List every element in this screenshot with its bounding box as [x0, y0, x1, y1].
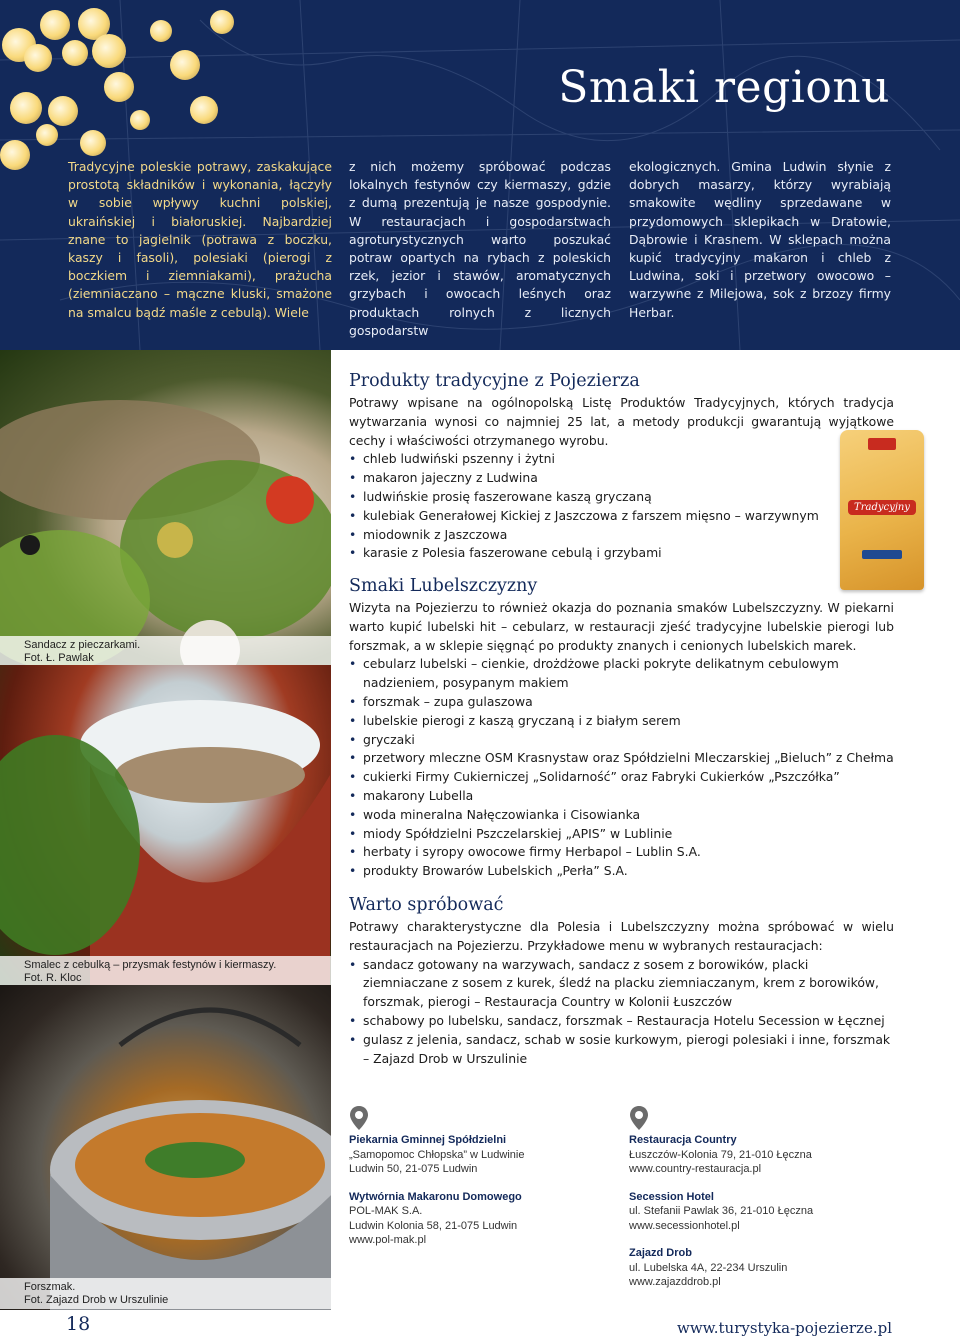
bokeh-dot — [10, 92, 42, 124]
list-item: • miodownik z Jaszczowa — [349, 526, 819, 545]
intro-column-2: z nich możemy spróbować podczas lokalnych festynów czy kiermaszy, gdzie z dumą prezentują je nasze gospodynie. W restauracjach i gospodarstwach agroturystycznych warto poszukać potraw opartych na rybach z poleskich rzek, jezior i stawów, aromatycznych grzybach i owocach leśnych oraz produktach rolnych z licznych gospodarstw — [349, 159, 611, 338]
forszmak-illustration — [0, 985, 331, 1310]
pasta-package-image — [840, 430, 924, 590]
contact-name: Restauracja Country — [629, 1134, 737, 1146]
package-logo — [868, 438, 896, 450]
contact-name: Zajazd Drob — [629, 1247, 692, 1259]
bokeh-dot — [190, 96, 218, 124]
section-intro: Potrawy wpisane na ogólnopolską Listę Produktów Tradycyjnych, których tradycja wytwarzania wynosi co najmniej 25 lat, a metody produkcji gwarantują wyjątkowe cechy i właściwości otrzymanego wyrobu. — [349, 395, 894, 448]
list-item: • lubelskie pierogi z kaszą gryczaną i z białym serem — [349, 712, 894, 731]
section-produkty-tradycyjne — [349, 371, 894, 563]
page-title: Smaki regionu — [558, 62, 890, 113]
photo-caption-3 — [0, 1278, 331, 1309]
product-list — [349, 450, 819, 563]
contact-link[interactable]: www.country-restauracja.pl — [629, 1163, 762, 1175]
header-banner — [0, 0, 960, 350]
contact-name: Secession Hotel — [629, 1190, 714, 1203]
bokeh-dot — [48, 96, 78, 126]
intro-column-3: ekologicznych. Gmina Ludwin słynie z dobrych masarzy, którzy wyrabiają smakowite wędliny sprzedawane w przydomowych sklepikach w Dratowie, Dąbrowie i Krasnem. W sklepach można kupić tradycyjny makaron i chleb z Ludwina, soki i przetwory owocowo – warzywne z Milejowa, sok z brzozy firmy Herbar. — [629, 159, 891, 320]
contact-link[interactable]: www.pol-mak.pl — [349, 1234, 427, 1246]
contact-name: Piekarnia Gminnej Spółdzielni — [349, 1134, 507, 1146]
menu-list — [349, 956, 894, 1069]
page-number: 18 — [66, 1313, 91, 1335]
contact-country — [629, 1133, 813, 1177]
bokeh-dot — [80, 130, 106, 156]
location-pin-icon — [629, 1106, 649, 1130]
photo-caption-2 — [0, 956, 331, 987]
section-smaki-lubelszczyzny — [349, 576, 894, 881]
package-brand: Tradycyjny — [848, 500, 916, 515]
list-item: • przetwory mleczne OSM Krasnystaw oraz Spółdzielni Mleczarskiej „Bieluch” z Chełma — [349, 749, 894, 768]
list-item: • karasie z Polesia faszerowane cebulą i grzybami — [349, 544, 819, 563]
section-intro: Wizyta na Pojezierzu to również okazja do poznania smaków Lubelszczyzny. W piekarni warto kupić lubelski hit – cebularz, w restauracji zjeść tradycyjne lubelskie pierogi lub forszmak, a w sklepie sięgnąć po produkty znanych i cenionych lubelskich marek. — [349, 600, 894, 653]
bokeh-dot — [62, 40, 88, 66]
photo-sandacz — [0, 350, 331, 665]
bokeh-dot — [36, 124, 58, 146]
caption-text: Sandacz z pieczarkami. — [24, 639, 141, 651]
list-item: • kulebiak Generałowej Kickiej z Jaszczowa z farszem mięsno – warzywnym — [349, 507, 819, 526]
contact-piekarnia — [349, 1133, 524, 1177]
list-item: • herbaty i syropy owocowe firmy Herbapol – Lublin S.A. — [349, 843, 894, 862]
section-warto-sprobowac — [349, 895, 894, 1068]
intro-column-1: Tradycyjne poleskie potrawy, zaskakujące prostotą składników i wykonania, łączyły w sobie wpływy kuchni polskiej, ukraińskiej i białoruskiej. Najbardziej znane to jagielnik (potrawa z boczku, kaszy i fasoli), polesiaki (pierogi z boczkiem i ziemniakami), prażucha (ziemniaczano – mączne kluski, smażone na smalcu bądź maśle z cebulą). Wiele — [68, 159, 332, 320]
contact-line: Ludwin Kolonia 58, 21-075 Ludwin — [349, 1219, 518, 1232]
contact-link[interactable]: www.zajazddrob.pl — [629, 1276, 721, 1288]
contact-secession — [629, 1190, 813, 1234]
footer-url-link[interactable]: www.turystyka-pojezierze.pl — [677, 1319, 892, 1337]
section-heading: Smaki Lubelszczyzny — [349, 576, 538, 596]
contact-line: „Samopomoc Chłopska” w Ludwinie — [349, 1148, 525, 1161]
package-label — [862, 550, 902, 559]
list-item: • gryczaki — [349, 731, 894, 750]
contact-zajazd — [629, 1246, 813, 1290]
list-item: • chleb ludwiński pszenny i żytni — [349, 450, 819, 469]
smalec-illustration — [0, 665, 331, 985]
contact-line: POL-MAK S.A. — [349, 1205, 423, 1217]
bokeh-dot — [0, 140, 30, 170]
list-item: • makaron jajeczny z Ludwina — [349, 469, 819, 488]
contact-line: ul. Lubelska 4A, 22-234 Urszulin — [629, 1261, 788, 1274]
list-item: • ludwińskie prosię faszerowane kaszą gryczaną — [349, 488, 819, 507]
section-heading: Produkty tradycyjne z Pojezierza — [349, 371, 640, 391]
salad-illustration — [0, 350, 331, 665]
caption-credit: Fot. R. Kloc — [24, 971, 82, 984]
photo-caption-1 — [0, 636, 331, 667]
list-item: • schabowy po lubelsku, sandacz, forszmak – Restauracja Hotelu Secession w Łęcznej — [349, 1012, 894, 1031]
caption-credit: Fot. Zajazd Drob w Urszulinie — [24, 1293, 169, 1306]
bokeh-dot — [24, 44, 52, 72]
contact-line: Łuszczów-Kolonia 79, 21-010 Łęczna — [629, 1148, 812, 1161]
location-pin-icon — [349, 1106, 369, 1130]
bokeh-dot — [170, 50, 200, 80]
list-item: • woda mineralna Nałęczowianka i Cisowianka — [349, 806, 894, 825]
list-item: • makarony Lubella — [349, 787, 894, 806]
photo-forszmak — [0, 985, 331, 1310]
section-intro: Potrawy charakterystyczne dla Polesia i Lubelszczyzny można spróbować w wielu restauracjach na Pojezierzu. Przykładowe menu w wybranych restauracjach: — [349, 919, 894, 953]
contact-link[interactable]: www.secessionhotel.pl — [629, 1219, 740, 1232]
contacts-left — [349, 1133, 524, 1260]
list-item: • miody Spółdzielni Pszczelarskiej „APIS” w Lublinie — [349, 825, 894, 844]
bokeh-dot — [130, 110, 150, 130]
bokeh-dot — [40, 10, 70, 40]
contact-wytwornia — [349, 1190, 524, 1248]
caption-text: Forszmak. — [24, 1281, 76, 1293]
contact-name: Wytwórnia Makaronu Domowego — [349, 1190, 522, 1203]
section-heading: Warto spróbować — [349, 895, 504, 915]
bokeh-dot — [92, 34, 126, 68]
bokeh-dot — [150, 20, 172, 42]
product-list — [349, 655, 894, 881]
caption-credit: Fot. Ł. Pawlak — [24, 651, 94, 664]
caption-text: Smalec z cebulką – przysmak festynów i kiermaszy. — [24, 959, 277, 971]
bokeh-dot — [104, 72, 134, 102]
list-item: • gulasz z jelenia, sandacz, schab w sosie kurkowym, pierogi polesiaki i inne, forszmak – Zajazd Drob w Urszulinie — [349, 1031, 894, 1069]
list-item: • cebularz lubelski – cienkie, drożdżowe placki pokryte delikatnym cebulowym nadzieniem, posypanym makiem — [349, 655, 894, 693]
photo-smalec — [0, 665, 331, 985]
contact-line: Ludwin 50, 21-075 Ludwin — [349, 1163, 478, 1175]
contacts-right — [629, 1133, 813, 1302]
list-item: • produkty Browarów Lubelskich „Perła” S.A. — [349, 862, 894, 881]
list-item: • forszmak – zupa gulaszowa — [349, 693, 894, 712]
bokeh-dot — [210, 10, 234, 34]
list-item: • sandacz gotowany na warzywach, sandacz z sosem z borowików, placki ziemniaczane z sosem z kurek, śledź na placku ziemniaczanym, krem z borowików, forszmak, pierogi – Restauracja Country w Kolonii Łuszczów — [349, 956, 894, 1012]
list-item: • cukierki Firmy Cukierniczej „Solidarność” oraz Fabryki Cukierków „Pszczółka” — [349, 768, 894, 787]
contact-line: ul. Stefanii Pawlak 36, 21-010 Łęczna — [629, 1205, 814, 1217]
